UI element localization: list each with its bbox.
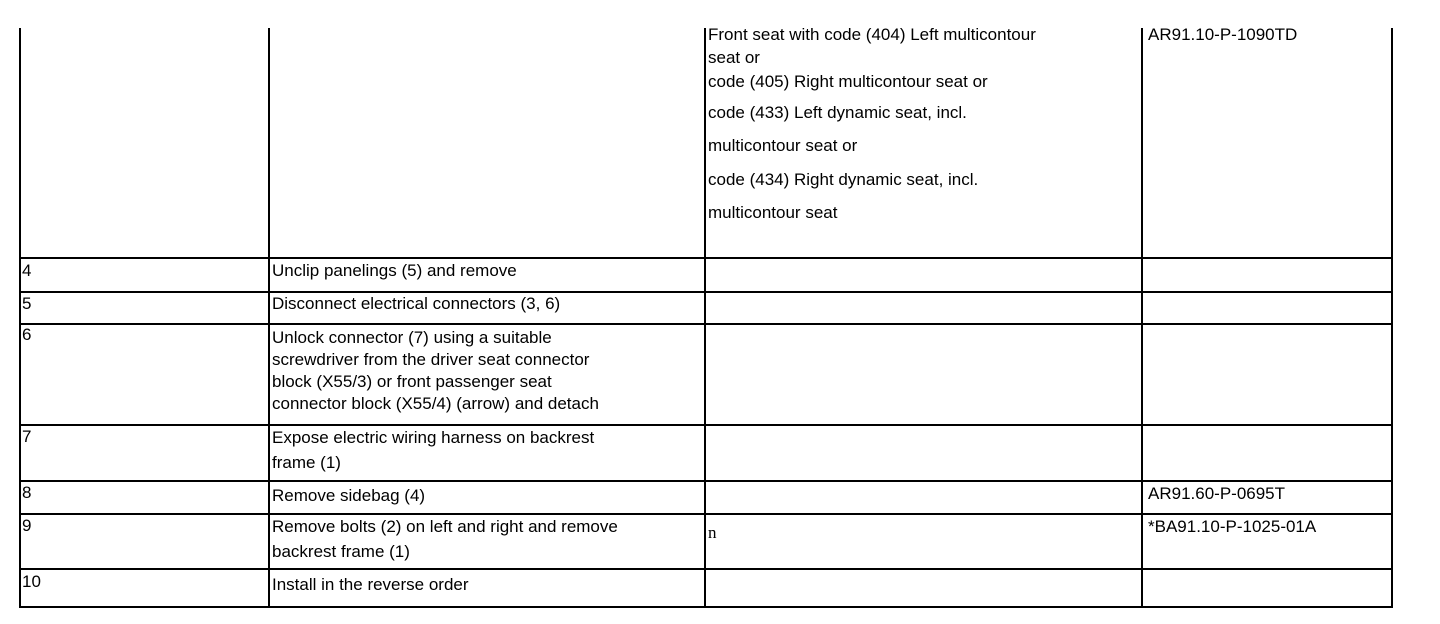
condition-text: multicontour seat or [708, 136, 858, 155]
row-divider [19, 323, 1393, 325]
row-divider [19, 424, 1393, 426]
step-text: Remove sidebag (4) [272, 486, 426, 505]
column-divider-2 [704, 28, 706, 608]
row-divider [19, 291, 1393, 293]
step-text: screwdriver from the driver seat connector [272, 350, 590, 369]
condition-text: code (433) Left dynamic seat, incl. [708, 103, 967, 122]
condition-text: code (405) Right multicontour seat or [708, 72, 988, 91]
step-number: 10 [22, 572, 41, 591]
step-text: Unclip panelings (5) and remove [272, 261, 517, 280]
step-text: Remove bolts (2) on left and right and remove [272, 517, 618, 536]
step-text: block (X55/3) or front passenger seat [272, 372, 552, 391]
condition-text: multicontour seat [708, 203, 838, 222]
table-border-bottom [19, 606, 1393, 608]
row-divider [19, 568, 1393, 570]
step-number: 4 [22, 261, 32, 280]
step-text: Unlock connector (7) using a suitable [272, 328, 552, 347]
step-text: frame (1) [272, 453, 341, 472]
step-text: connector block (X55/4) (arrow) and detach [272, 394, 599, 413]
condition-text: code (434) Right dynamic seat, incl. [708, 170, 979, 189]
step-number: 8 [22, 483, 32, 502]
row-divider [19, 513, 1393, 515]
step-text: Disconnect electrical connectors (3, 6) [272, 294, 561, 313]
step-text: Install in the reverse order [272, 575, 469, 594]
table-border-left [19, 28, 21, 608]
step-text: backrest frame (1) [272, 542, 410, 561]
condition-text: Front seat with code (404) Left multicontour [708, 25, 1036, 44]
table-border-right [1391, 28, 1393, 608]
step-number: 7 [22, 427, 32, 446]
document-reference: AR91.60-P-0695T [1148, 484, 1286, 503]
step-number: 6 [22, 325, 32, 344]
step-number: 9 [22, 516, 32, 535]
row-divider [19, 480, 1393, 482]
condition-text: seat or [708, 48, 760, 67]
document-reference: *BA91.10-P-1025-01A [1148, 517, 1317, 536]
row-divider [19, 257, 1393, 259]
condition-text: n [708, 523, 717, 542]
step-text: Expose electric wiring harness on backrest [272, 428, 595, 447]
column-divider-3 [1141, 28, 1143, 608]
document-reference: AR91.10-P-1090TD [1148, 25, 1298, 44]
step-number: 5 [22, 294, 32, 313]
column-divider-1 [268, 28, 270, 608]
